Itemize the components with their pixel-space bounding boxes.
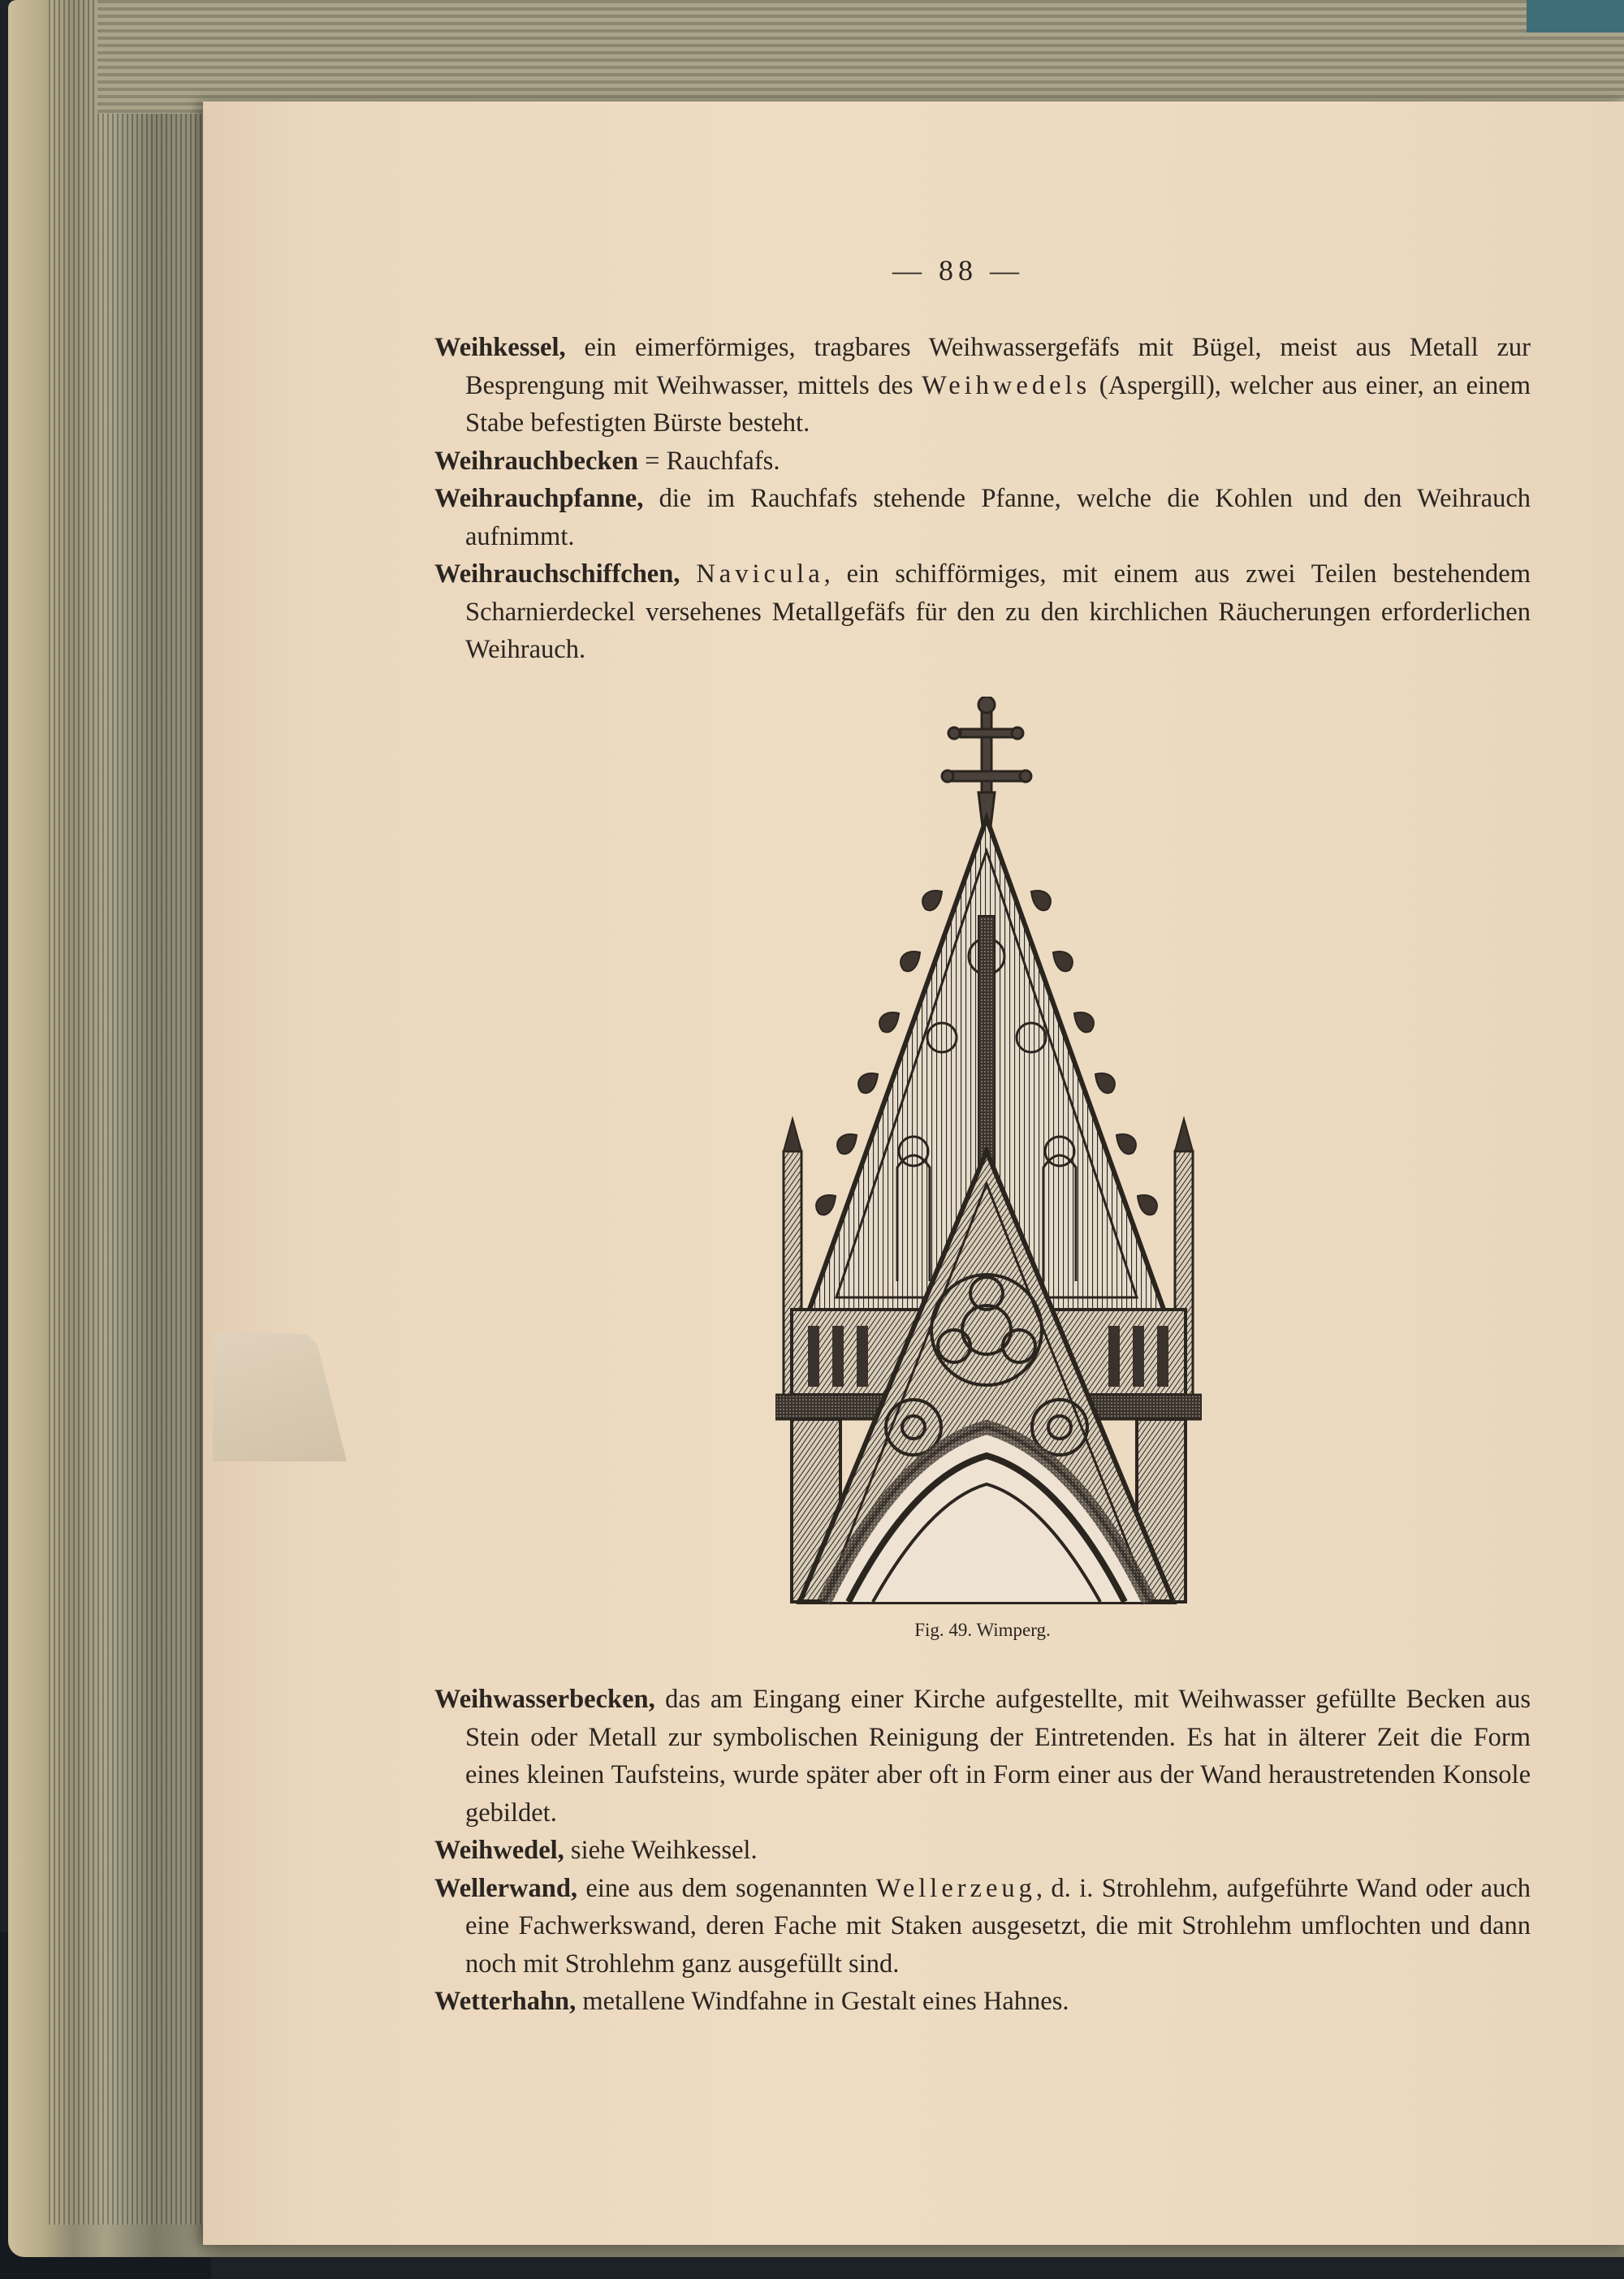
glossary-entry — [434, 442, 1531, 481]
glossary-entry — [434, 1870, 1531, 1983]
top-page-edges — [97, 0, 1624, 114]
entry-spaced-term: Weihwedels — [922, 370, 1091, 400]
entry-headword: Weihwasserbecken, — [434, 1685, 655, 1714]
entry-headword: Weihrauchpfanne, — [434, 484, 644, 513]
glossary-entry — [434, 480, 1531, 555]
entry-headword: Weihrauchbecken — [434, 446, 638, 476]
entry-text: , ein schifförmiges, mit einem aus zwei Teilen bestehendem Scharnierdeckel versehenes Metallgefäfs für den zu den kirchlichen Räucherungen erforderlichen Weihrauch. — [465, 559, 1531, 664]
entry-text: eine aus dem sogenannten — [577, 1873, 876, 1903]
entry-text: die im Rauchfafs stehende Pfanne, welche die Kohlen und den Weihrauch aufnimmt. — [465, 484, 1531, 551]
figure-caption: Fig. 49. Wimperg. — [914, 1620, 1051, 1640]
glossary-entry — [434, 555, 1531, 669]
entry-text: das am Eingang einer Kirche aufgestellte, mit Weihwasser gefüllte Becken aus Stein oder Metall zur symbolischen Reinigung der Eintretenden. Es hat in älterer Zeit die Form eines kleinen Taufsteins, wurde später aber oft in Form einer aus der Wand heraustretenden Konsole gebildet. — [465, 1685, 1531, 1828]
entry-headword: Weihrauchschiffchen, — [434, 559, 680, 589]
entry-spaced-term: Navicula — [696, 559, 824, 589]
entry-spaced-term: Wellerzeug — [875, 1873, 1036, 1903]
page-edges — [49, 0, 211, 2225]
entry-headword: Wetterhahn, — [434, 1987, 577, 2016]
entry-text: siehe Weihkessel. — [564, 1836, 758, 1865]
glossary-entry — [434, 1983, 1531, 2021]
entry-text: ein eimerförmiges, tragbares Weihwassergefäfs mit Bügel, meist aus Metall zur Besprengung mit Weihwasser, mittels des — [465, 333, 1531, 400]
entry-text: = Rauchfafs. — [638, 446, 780, 476]
entry-text: (Aspergill), welcher aus einer, an einem Stabe befestigten Bürste besteht. — [465, 370, 1531, 438]
glossary-entry — [434, 1832, 1531, 1870]
gable-illustration — [775, 697, 1202, 1608]
entry-headword: Weihkessel, — [434, 333, 566, 362]
glossary-entry — [434, 1681, 1531, 1832]
entry-text: , d. i. Strohlehm, aufgeführte Wand oder auch eine Fachwerkswand, deren Fache mit Staken ausgesetzt, die mit Strohlehm umflochten und dann noch mit Strohlehm ganz ausgefüllt sind. — [465, 1873, 1531, 1979]
entries-top — [434, 329, 1531, 669]
book-cover-corner — [1527, 0, 1624, 32]
entry-headword: Wellerwand, — [434, 1873, 578, 1903]
glossary-entry — [434, 329, 1531, 442]
entries-bottom — [434, 1681, 1531, 2021]
page-number: — 88 — — [892, 254, 1024, 287]
entry-text — [680, 559, 696, 589]
entry-headword: Weihwedel, — [434, 1836, 564, 1865]
entry-text: metallene Windfahne in Gestalt eines Hahnes. — [576, 1987, 1069, 2016]
